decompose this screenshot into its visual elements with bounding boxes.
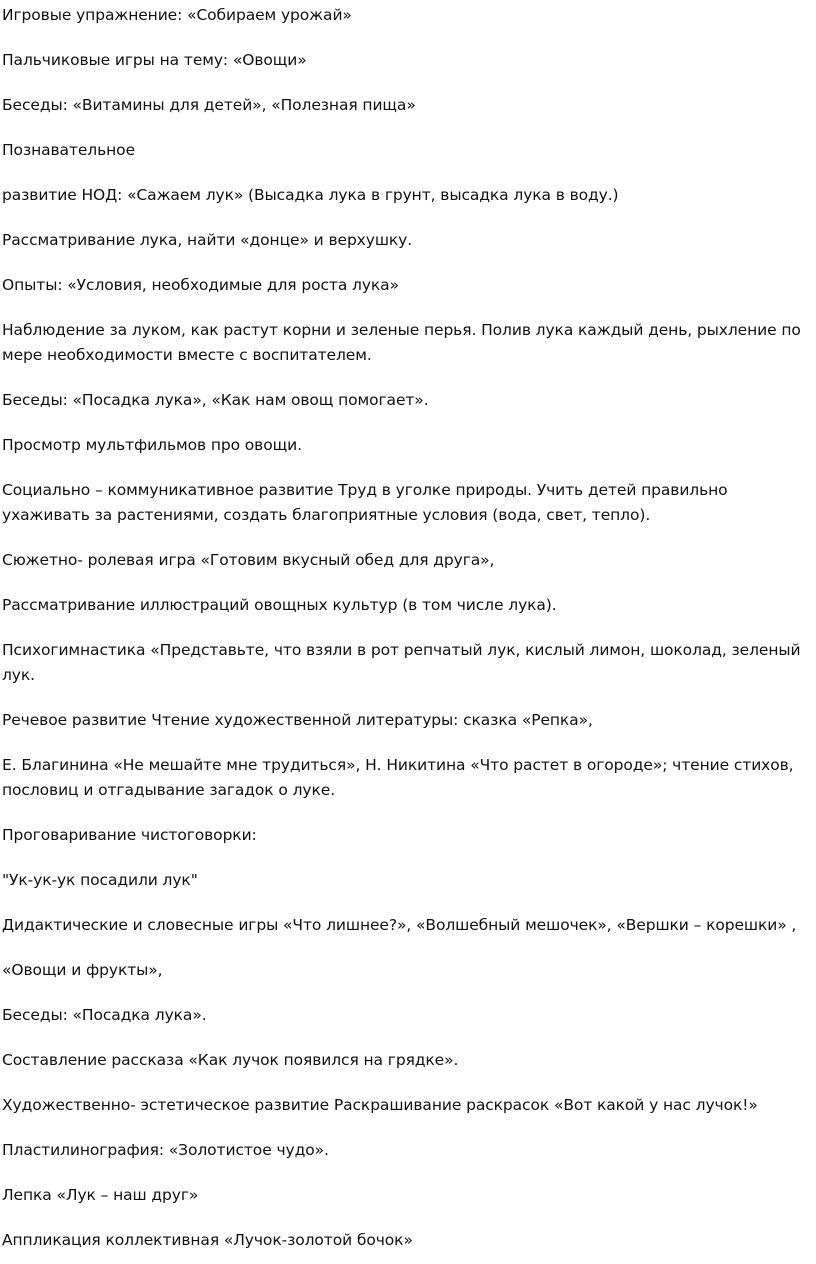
- paragraph-games-harvest: Игровые упражнение: «Собираем урожай»: [2, 6, 352, 24]
- paragraph-experiments: Опыты: «Условия, необходимые для роста лука»: [2, 276, 399, 294]
- paragraph-tongue-twister-text: "Ук-ук-ук посадили лук": [2, 871, 198, 889]
- paragraph-role-play: Сюжетно- ролевая игра «Готовим вкусный обед для друга»,: [2, 551, 495, 569]
- paragraph-plasticine: Пластилинография: «Золотистое чудо».: [2, 1141, 329, 1159]
- paragraph-talks-planting: Беседы: «Посадка лука», «Как нам овощ помогает».: [2, 391, 429, 409]
- paragraph-vegetables-fruits: «Овощи и фрукты»,: [2, 961, 163, 979]
- paragraph-social-development: Социально – коммуникативное развитие Труд в уголке природы. Учить детей правильно ухаживать за растениями, создать благоприятные условия (вода, свет, тепло).: [2, 481, 728, 524]
- paragraph-tongue-twister: Проговаривание чистоговорки:: [2, 826, 257, 844]
- paragraph-observation: Наблюдение за луком, как растут корни и зеленые перья. Полив лука каждый день, рыхление по мере необходимости вместе с воспитателем.: [2, 321, 801, 364]
- paragraph-talks-vitamins: Беседы: «Витамины для детей», «Полезная пища»: [2, 96, 416, 114]
- paragraph-story: Составление рассказа «Как лучок появился на грядке».: [2, 1051, 459, 1069]
- paragraph-didactic-games: Дидактические и словесные игры «Что лишнее?», «Волшебный мешочек», «Вершки – корешки» ,: [2, 916, 797, 934]
- paragraph-illustrations: Рассматривание иллюстраций овощных культур (в том числе лука).: [2, 596, 557, 614]
- paragraph-speech-development: Речевое развитие Чтение художественной литературы: сказка «Репка»,: [2, 711, 593, 729]
- paragraph-finger-games: Пальчиковые игры на тему: «Овощи»: [2, 51, 307, 69]
- paragraph-psycho-gymnastics: Психогимнастика «Представьте, что взяли в рот репчатый лук, кислый лимон, шоколад, зеленый лук.: [2, 641, 801, 684]
- paragraph-cognitive: Познавательное: [2, 141, 136, 159]
- paragraph-examining-onion: Рассматривание лука, найти «донце» и верхушку.: [2, 231, 413, 249]
- paragraph-poems: Е. Благинина «Не мешайте мне трудиться», Н. Никитина «Что растет в огороде»; чтение стихов, пословиц и отгадывание загадок о луке.: [2, 756, 794, 799]
- paragraph-art-development: Художественно- эстетическое развитие Раскрашивание раскрасок «Вот какой у нас лучок!»: [2, 1096, 758, 1114]
- paragraph-talks-planting-2: Беседы: «Посадка лука».: [2, 1006, 207, 1024]
- paragraph-modeling: Лепка «Лук – наш друг»: [2, 1186, 199, 1204]
- paragraph-cartoons: Просмотр мультфильмов про овощи.: [2, 436, 302, 454]
- paragraph-applique: Аппликация коллективная «Лучок-золотой бочок»: [2, 1231, 413, 1249]
- paragraph-nod-planting: развитие НОД: «Сажаем лук» (Высадка лука в грунт, высадка лука в воду.): [2, 186, 619, 204]
